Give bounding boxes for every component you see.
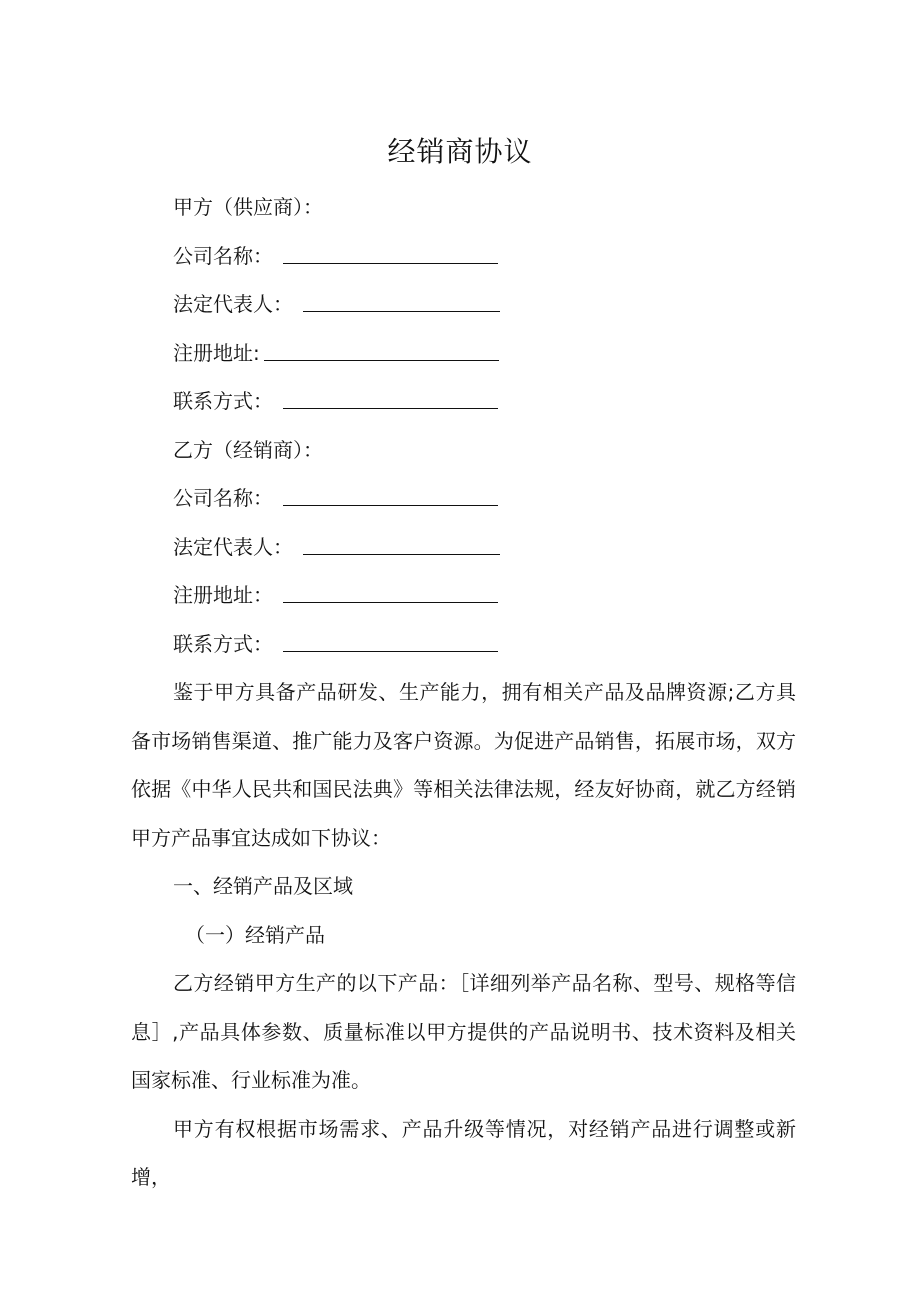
party-a-address-blank[interactable] — [264, 359, 499, 361]
party-a-legal-rep-row — [173, 280, 793, 329]
party-a-company-name-blank[interactable] — [283, 262, 498, 264]
party-a-block — [173, 183, 793, 668]
party-a-contact-blank[interactable] — [283, 407, 498, 409]
party-b-legal-rep-blank[interactable] — [303, 553, 500, 555]
document-title: 经销商协议 — [387, 135, 533, 168]
party-a-company-name-row — [173, 232, 793, 281]
section-1-sub-1-paragraph-2: 甲方有权根据市场需求、产品升级等情况，对经销产品进行调整或新增， — [131, 1116, 796, 1189]
party-b-legal-rep-label: 法定代表人： — [173, 534, 293, 559]
party-b-contact-blank[interactable] — [283, 650, 498, 652]
party-b-contact-label: 联系方式： — [173, 631, 273, 656]
section-1-sub-1-body — [131, 959, 796, 1202]
party-a-legal-rep-label: 法定代表人： — [173, 292, 293, 316]
preamble-paragraph: 鉴于甲方具备产品研发、生产能力，拥有相关产品及品牌资源;乙方具备市场销售渠道、推广能力及客户资源。为促进产品销售，拓展市场，双方依据《中华人民共和国民法典》等相关法律法规，经友好协商，就乙方经销甲方产品事宜达成如下协议： — [131, 680, 796, 850]
party-b-heading-text: 乙方（经销商）： — [173, 437, 323, 462]
party-b-contact-row — [173, 620, 793, 669]
party-b-address-row — [173, 571, 793, 620]
party-b-company-name-blank[interactable] — [283, 504, 498, 506]
party-b-address-label: 注册地址： — [173, 583, 273, 607]
party-a-address-row — [173, 329, 793, 378]
section-1-heading: 一、经销产品及区域 — [173, 874, 353, 898]
party-b-company-name-row — [173, 474, 793, 523]
party-a-heading-text: 甲方（供应商）： — [173, 195, 323, 219]
party-a-address-label: 注册地址: — [173, 340, 260, 365]
party-b-address-blank[interactable] — [283, 601, 498, 603]
party-b-legal-rep-row — [173, 523, 793, 572]
party-a-contact-label: 联系方式： — [173, 389, 273, 413]
party-a-contact-row — [173, 377, 793, 426]
party-a-company-name-label: 公司名称： — [173, 243, 273, 268]
party-a-legal-rep-blank[interactable] — [303, 310, 500, 312]
party-b-company-name-label: 公司名称： — [173, 486, 273, 510]
preamble-block — [131, 668, 796, 862]
section-1-sub-1-paragraph-1: 乙方经销甲方生产的以下产品：［详细列举产品名称、型号、规格等信息］,产品具体参数、质量标准以甲方提供的产品说明书、技术资料及相关国家标准、行业标准为准。 — [131, 971, 796, 1092]
party-b-heading — [173, 426, 793, 475]
section-1-sub-1-heading: （一）经销产品 — [185, 923, 325, 947]
party-a-heading — [173, 183, 793, 232]
